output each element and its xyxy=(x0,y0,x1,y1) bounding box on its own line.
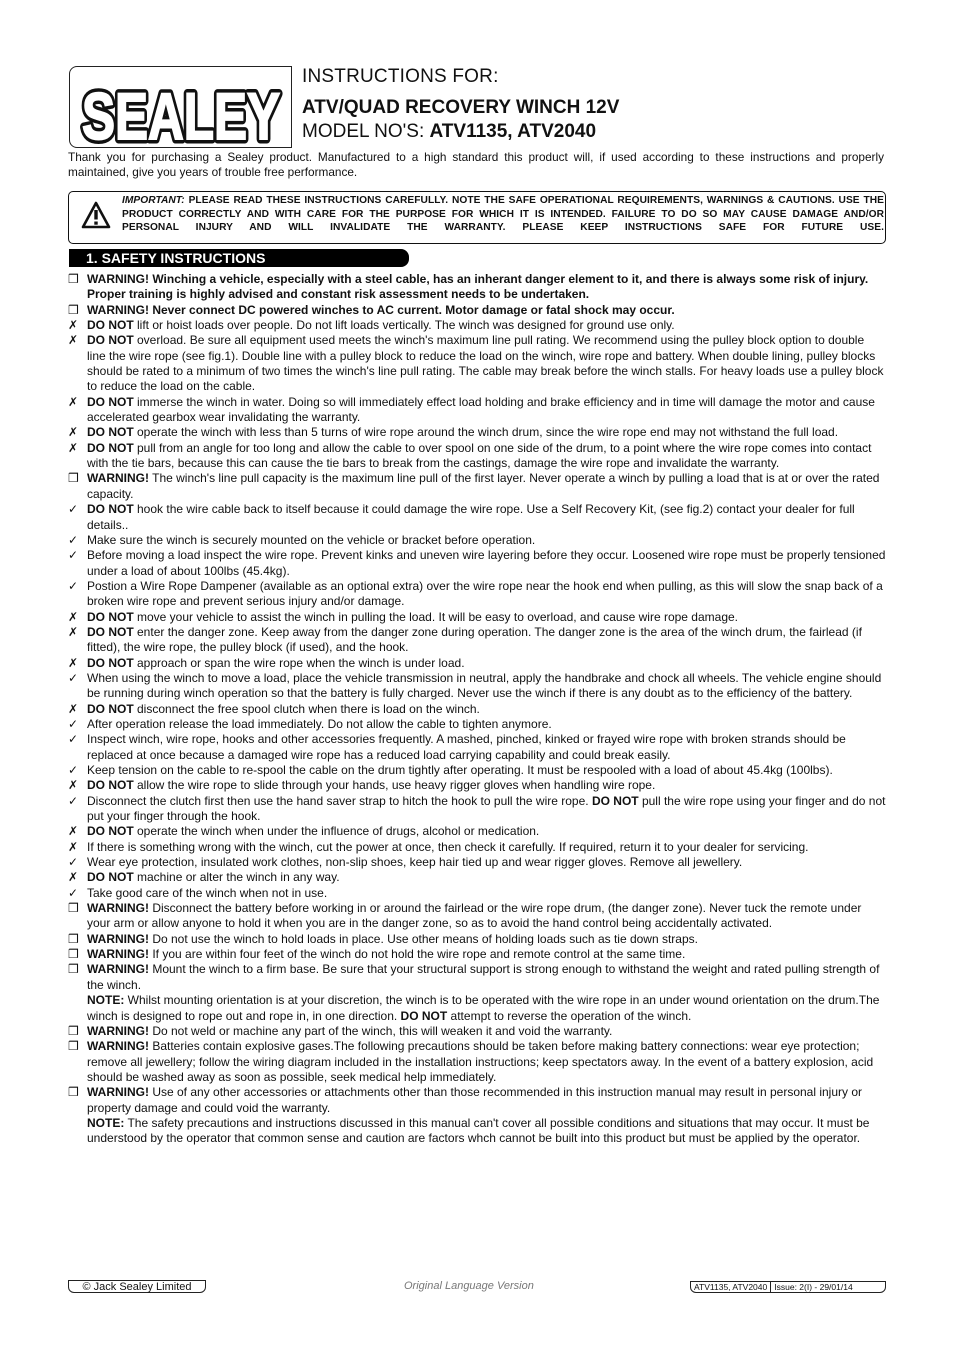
list-item xyxy=(68,471,886,502)
list-item xyxy=(68,318,886,333)
item-text: Batteries contain explosive gases.The following precautions should be taken before making battery connections: wear eye protection; remove all jewellery; follow the wiring diagram included in the installation instructions; keep spectators away. In the event of a battery explosion, acid should be washed away as soon as possible, seek medical help immediately. xyxy=(87,1039,874,1084)
check-icon: ✓ xyxy=(68,885,79,900)
emphasis-text: WARNING! xyxy=(87,901,149,916)
cross-icon: ✗ xyxy=(68,318,79,333)
list-item xyxy=(68,855,886,870)
list-item xyxy=(68,870,886,885)
important-notice-box xyxy=(68,191,886,244)
section-heading-safety: 1. SAFETY INSTRUCTIONS xyxy=(69,249,409,267)
list-item xyxy=(68,579,886,610)
emphasis-text: WARNING! xyxy=(87,947,149,962)
item-text: overload. Be sure all equipment used meets the winch's maximum line pull rating. We recommend using the pulley block option to double line the wire rope (see fig.1). Double line with a pulley block to reduce the load on the winch, wire rope and battery. When double lining, pulley blocks should be rated to a minimum of two times the winch's line pull rating. The cable may break before the winch stalls. For heavy loads use a pulley block to reduce the load on the cable. xyxy=(87,333,884,394)
list-item xyxy=(68,962,886,1023)
model-numbers xyxy=(302,121,596,143)
emphasis-text: WARNING! Never connect DC powered winches to AC current. Motor damage or fatal shock may occur. xyxy=(87,302,675,317)
list-item xyxy=(68,901,886,932)
checkbox-icon: ❒ xyxy=(68,901,79,916)
important-label: IMPORTANT: xyxy=(122,195,185,206)
item-text: move your vehicle to assist the winch in pulling the load. It will be easy to overload, and cause wire rope damage. xyxy=(133,609,739,624)
item-text: Wear eye protection, insulated work clothes, non-slip shoes, keep hair tied up and wear rigger gloves. Remove all jewellery. xyxy=(87,855,743,870)
sealey-logo-graphic xyxy=(70,67,292,148)
item-text: hook the wire cable back to itself because it could damage the wire rope. Use a Self Recovery Kit, (see fig.2) contact your dealer for full details.. xyxy=(87,502,855,532)
list-item xyxy=(68,732,886,763)
cross-icon: ✗ xyxy=(68,778,79,793)
item-text: disconnect the free spool clutch when there is load on the winch. xyxy=(133,701,480,716)
list-item xyxy=(68,502,886,533)
emphasis-text: DO NOT xyxy=(87,870,134,885)
safety-instructions-list xyxy=(68,272,886,1147)
cross-icon: ✗ xyxy=(68,425,79,440)
checkbox-icon: ❒ xyxy=(68,931,79,946)
list-item xyxy=(68,533,886,548)
list-item xyxy=(68,333,886,394)
item-text: pull from an angle for too long and allow the cable to over spool on one side of the drum, to a point where the wire rope comes into contact with the tie bars, because this can cause the tie bars to break from the castings, damage the wire rope and invalidate the warranty. xyxy=(87,440,872,471)
checkbox-icon: ❒ xyxy=(68,272,79,286)
list-item xyxy=(68,656,886,671)
cross-icon: ✗ xyxy=(68,440,79,455)
emphasis-text: WARNING! xyxy=(87,1023,149,1038)
emphasis-text: DO NOT xyxy=(400,1008,448,1023)
emphasis-text: DO NOT xyxy=(87,394,134,409)
checkbox-icon: ❒ xyxy=(68,1085,79,1100)
cross-icon: ✗ xyxy=(68,655,79,670)
svg-text:SEALEY: SEALEY xyxy=(82,79,280,148)
important-body: PLEASE READ THESE INSTRUCTIONS CAREFULLY. NOTE THE SAFE OPERATIONAL REQUIREMENTS, WARNINGS & CAUTIONS. USE THE PRODUCT CORRECTLY AND WITH CARE FOR THE PURPOSE FOR WHICH IT IS INTENDED. FAILURE TO DO SO MAY CAUSE DAMAGE AND/OR PERSONAL INJURY AND WILL INVALIDATE THE WARRANTY. PLEASE KEEP INSTRUCTIONS SAFE FOR FUTURE USE. xyxy=(122,195,884,233)
svg-text:SEALEY: SEALEY xyxy=(82,79,280,148)
list-item xyxy=(68,625,886,656)
cross-icon: ✗ xyxy=(68,824,79,839)
emphasis-text: WARNING! xyxy=(87,931,149,946)
cross-icon: ✗ xyxy=(68,333,79,348)
item-text: Inspect winch, wire rope, hooks and other accessories frequently. A mashed, pinched, kinked or frayed wire rope with broken strands should be replaced at once because a damaged wire rope has a reduced load carrying capability and could break easily. xyxy=(87,732,846,762)
emphasis-text: DO NOT xyxy=(87,609,134,624)
check-icon: ✓ xyxy=(68,732,79,747)
footer-issue: Issue: 2(I) - 29/01/14 xyxy=(770,1282,855,1292)
item-text: operate the winch when under the influence of drugs, alcohol or medication. xyxy=(133,824,540,839)
sealey-logo xyxy=(69,66,292,148)
item-text: enter the danger zone. Keep away from the danger zone during operation. The danger zone is the area of the winch drum, the fairlead (if fitted), the wire rope, the pulley block (if used), and the hook. xyxy=(87,624,862,655)
item-text: When using the winch to move a load, place the vehicle transmission in neutral, apply the handbrake and chock all wheels. The vehicle engine should be running during winch operation so that the battery is fully charged. Never use the winch if there is any doubt as to the efficiency of the battery. xyxy=(87,670,882,701)
emphasis-text: DO NOT xyxy=(87,333,134,348)
item-text: Do not weld or machine any part of the winch, this will weaken it and void the warranty. xyxy=(149,1023,613,1038)
list-item xyxy=(68,840,886,855)
checkbox-icon: ❒ xyxy=(68,1039,79,1054)
item-text: Disconnect the battery before working in or around the fairlead or the wire rope drum, (the danger zone). Never tuck the remote under your arm or allow anyone to hold it when you are in the danger zone, so as to avoid the hand control being accidentally activated. xyxy=(87,901,862,931)
item-text: Do not use the winch to hold loads in place. Use other means of holding loads such as tie down straps. xyxy=(149,931,698,946)
instructions-for-heading: INSTRUCTIONS FOR: xyxy=(302,66,499,87)
emphasis-text: DO NOT xyxy=(591,793,639,808)
list-item xyxy=(68,1085,886,1146)
emphasis-text: DO NOT xyxy=(87,778,134,793)
item-text: Take good care of the winch when not in use. xyxy=(87,885,328,900)
item-text: The winch's line pull capacity is the maximum line pull of the first layer. Never operate a winch by pulling a load that is at or over the rated capacity. xyxy=(87,471,880,501)
copyright-label: © Jack Sealey Limited xyxy=(68,1280,206,1293)
checkbox-icon: ❒ xyxy=(68,302,79,317)
emphasis-text: WARNING! xyxy=(87,471,149,486)
warning-triangle-icon xyxy=(81,201,111,229)
check-icon: ✓ xyxy=(68,670,79,685)
emphasis-text: WARNING! xyxy=(87,962,149,977)
item-text: Mount the winch to a firm base. Be sure that your structural support is strong enough to withstand the weight and rated pulling strength of the winch. xyxy=(87,962,880,992)
emphasis-text: DO NOT xyxy=(87,824,134,839)
check-icon: ✓ xyxy=(68,578,79,593)
list-item xyxy=(68,702,886,717)
checkbox-icon: ❒ xyxy=(68,947,79,962)
cross-icon: ✗ xyxy=(68,624,79,639)
item-text: Before moving a load inspect the wire rope. Prevent kinks and uneven wire layering before they occur. Loosened wire rope must be properly tensioned under a load of about 100lbs (45.4kg). xyxy=(87,548,886,578)
item-text: operate the winch with less than 5 turns of wire rope around the winch drum, since the wire rope end may not withstand the full load. xyxy=(133,425,839,440)
cross-icon: ✗ xyxy=(68,839,79,854)
model-label: MODEL NO'S: xyxy=(302,121,430,142)
list-item xyxy=(68,794,886,825)
item-text: Use of any other accessories or attachments other than those recommended in this instruction manual may result in personal injury or property damage and could void the warranty. xyxy=(87,1085,863,1115)
item-text: attempt to reverse the operation of the winch. xyxy=(447,1008,692,1023)
list-item xyxy=(68,548,886,579)
emphasis-text: DO NOT xyxy=(87,624,134,639)
model-value: ATV1135, ATV2040 xyxy=(429,121,597,142)
list-item xyxy=(68,1039,886,1085)
emphasis-text: WARNING! xyxy=(87,1039,149,1054)
list-item xyxy=(68,932,886,947)
list-item xyxy=(68,395,886,426)
emphasis-text: NOTE: xyxy=(87,993,125,1008)
item-text: machine or alter the winch in any way. xyxy=(133,870,340,885)
emphasis-text: DO NOT xyxy=(87,425,134,440)
emphasis-text: NOTE: xyxy=(87,1115,125,1130)
item-text: Keep tension on the cable to re-spool the cable on the drum tightly after operating. It must be respooled with a load of about 45.4kg (100lbs). xyxy=(87,763,833,777)
item-text: immerse the winch in water. Doing so will immediately effect load holding and brake efficiency and in time will damage the motor and cause accelerated gearbox wear invalidating the warranty. xyxy=(87,394,875,425)
check-icon: ✓ xyxy=(68,502,79,517)
emphasis-text: DO NOT xyxy=(87,440,134,455)
check-icon: ✓ xyxy=(68,855,79,870)
list-item xyxy=(68,717,886,732)
footer-models: ATV1135, ATV2040 xyxy=(694,1282,768,1292)
checkbox-icon: ❒ xyxy=(68,1023,79,1038)
list-item xyxy=(68,1024,886,1039)
item-text: Make sure the winch is securely mounted on the vehicle or bracket before operation. xyxy=(87,532,536,547)
check-icon: ✓ xyxy=(68,793,79,808)
item-text: After operation release the load immediately. Do not allow the cable to tighten anymore. xyxy=(87,716,552,731)
emphasis-text: WARNING! Winching a vehicle, especially with a steel cable, has an inherant danger element to it, and there is always some risk of injury. Proper training is highly advised and constant risk assessment needs to be undertaken. xyxy=(87,272,869,302)
emphasis-text: DO NOT xyxy=(87,701,134,716)
list-item xyxy=(68,778,886,793)
check-icon: ✓ xyxy=(68,763,79,777)
emphasis-text: WARNING! xyxy=(87,1085,149,1100)
emphasis-text: DO NOT xyxy=(87,655,134,670)
list-item xyxy=(68,671,886,702)
list-item xyxy=(68,886,886,901)
cross-icon: ✗ xyxy=(68,701,79,716)
emphasis-text: DO NOT xyxy=(87,318,134,333)
document-reference xyxy=(690,1281,886,1293)
item-text: Whilst mounting orientation is at your discretion, the winch is to be operated with the wire rope in an under wound orientation on the drum.The winch is designed to rope out and rope in, in one direction. xyxy=(87,993,880,1023)
emphasis-text: DO NOT xyxy=(87,502,134,517)
list-item xyxy=(68,610,886,625)
intro-text: Thank you for purchasing a Sealey product. Manufactured to a high standard this product will, if used according to these instructions and properly maintained, give you years of trouble free performance. xyxy=(68,150,884,179)
check-icon: ✓ xyxy=(68,532,79,547)
list-item xyxy=(68,763,886,778)
check-icon: ✓ xyxy=(68,548,79,563)
list-item xyxy=(68,824,886,839)
item-text: Disconnect the clutch first then use the hand saver strap to hitch the hook to pull the wire rope. xyxy=(87,793,592,808)
checkbox-icon: ❒ xyxy=(68,962,79,977)
important-notice-text xyxy=(122,194,884,235)
item-text: If you are within four feet of the winch do not hold the wire rope and remote control at the same time. xyxy=(149,947,686,962)
list-item xyxy=(68,425,886,440)
item-text: pull the wire rope using your finger and do not put your finger through the hook. xyxy=(87,793,886,824)
list-item xyxy=(68,303,886,318)
product-title: ATV/QUAD RECOVERY WINCH 12V xyxy=(302,97,620,118)
language-version-label: Original Language Version xyxy=(404,1280,534,1292)
item-text: lift or hoist loads over people. Do not lift loads vertically. The winch was designed for ground use only. xyxy=(133,318,675,333)
item-text: allow the wire rope to slide through your hands, use heavy rigger gloves when handling wire rope. xyxy=(133,778,656,793)
cross-icon: ✗ xyxy=(68,394,79,409)
item-text: approach or span the wire rope when the winch is under load. xyxy=(133,655,465,670)
cross-icon: ✗ xyxy=(68,870,79,885)
checkbox-icon: ❒ xyxy=(68,471,79,486)
item-text: Postion a Wire Rope Dampener (available as an optional extra) over the wire rope near the hook end when pulling, as this will slow the snap back of a broken wire rope and prevent serious injury and/or damage. xyxy=(87,578,883,609)
cross-icon: ✗ xyxy=(68,609,79,624)
list-item xyxy=(68,272,886,303)
check-icon: ✓ xyxy=(68,716,79,731)
item-text: If there is something wrong with the winch, cut the power at once, then check it carefully. If required, return it to your dealer for servicing. xyxy=(87,839,809,854)
list-item xyxy=(68,441,886,472)
item-text: The safety precautions and instructions discussed in this manual can't cover all possible conditions and situations that may occur. It must be understood by the operator that common sense and caution are factors whch cannot be built into this product but must be applied by the operator. xyxy=(87,1115,870,1146)
list-item xyxy=(68,947,886,962)
